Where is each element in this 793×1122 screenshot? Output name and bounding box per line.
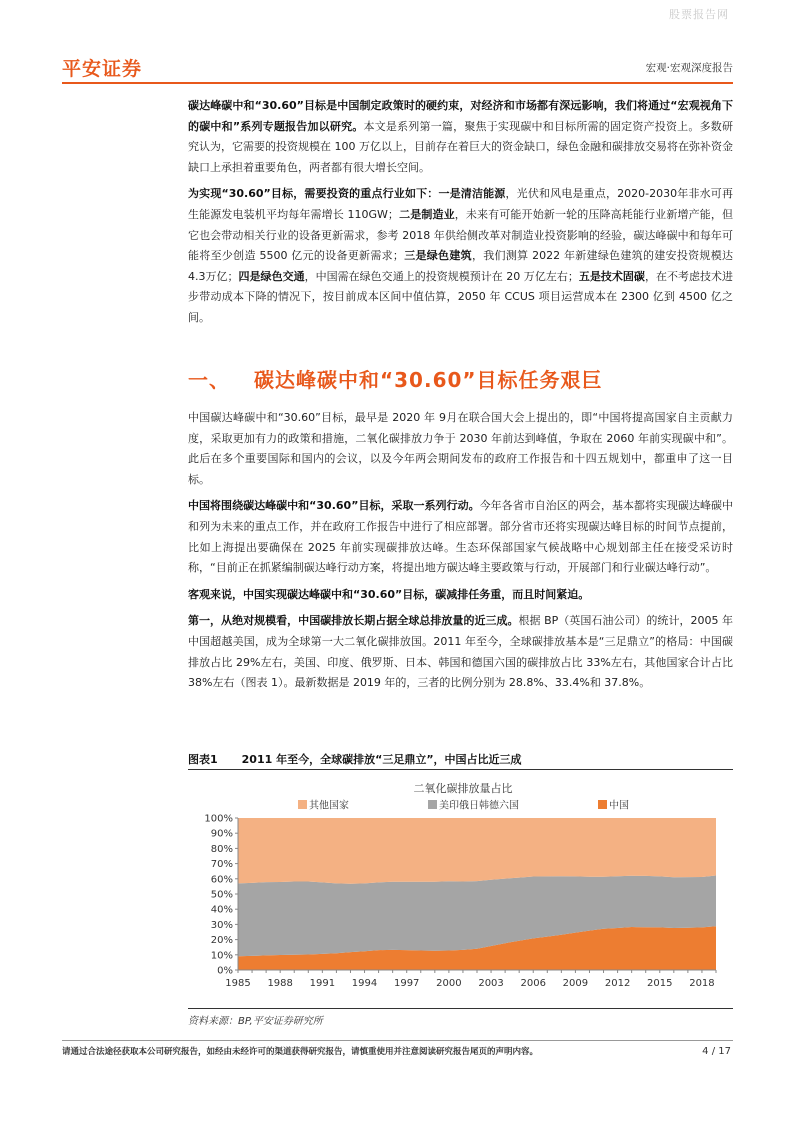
body-paragraph-2 <box>188 496 733 578</box>
x-tick-label: 2015 <box>647 978 673 989</box>
legend-swatch <box>598 800 607 809</box>
section-body <box>188 408 733 700</box>
summary-paragraph-2 <box>188 184 733 328</box>
chart-y-axis <box>204 814 238 977</box>
watermark: 股票报告网 <box>669 8 729 21</box>
page-number: 4 / 17 <box>702 1046 731 1057</box>
legend-item <box>428 799 519 812</box>
y-tick-label: 70% <box>210 859 233 871</box>
x-tick-label: 2003 <box>478 978 504 989</box>
area-series-2 <box>238 818 716 884</box>
chart-svg <box>188 774 733 1006</box>
body-paragraph-3 <box>188 585 733 606</box>
legend-swatch <box>428 800 437 809</box>
page-header <box>62 54 733 84</box>
summary-p2-bold-1: 为实现“30.60”目标，需要投资的重点行业如下：一是清洁能源 <box>188 187 506 201</box>
summary-p2-text-3: ，我们测算 2022 年新建绿色建筑的建安投资规模达 4.3万亿； <box>188 249 733 283</box>
summary-p1-text: 本文是系列第一篇，聚焦于实现碳中和目标所需的固定资产投资上。多数研究认为，它需要的投资规模在 100 万亿以上，目前存在着巨大的资金缺口，绿色金融和碳排放交易将在弥补资金缺口上承担着重要角色，两者都有很大增长空间。 <box>188 119 733 174</box>
summary-p1-bold: 碳达峰碳中和“30.60”目标是中国制定政策时的硬约束，对经济和市场都有深远影响，我们将通过“宏观视角下的碳中和”系列专题报告加以研究。 <box>188 99 733 133</box>
y-tick-label: 90% <box>210 828 233 840</box>
header-divider <box>62 82 733 84</box>
y-tick-label: 0% <box>217 965 233 977</box>
x-tick-label: 1988 <box>267 978 293 989</box>
y-tick-label: 100% <box>204 813 233 825</box>
legend-label: 其他国家 <box>309 800 349 812</box>
body-p2-text: 今年各省市自治区的两会，基本都将实现碳达峰碳中和列为未来的重点工作，并在政府工作报告中进行了相应部署。部分省市还将实现碳达峰目标的时间节点提前，比如上海提出要确保在 2025 年前实现碳排放达峰。生态环保部国家气候战略中心规划部主任在接受采访时称，“目前正在抓紧编制碳达峰行动方案，将提出地方碳达峰主要政策与行动，开展部门和行业碳达峰行动”。 <box>188 499 733 575</box>
legend-item <box>298 799 349 812</box>
footer-divider <box>62 1040 733 1041</box>
y-tick-label: 80% <box>210 843 233 855</box>
y-tick-label: 60% <box>210 874 233 886</box>
summary-p2-text-2: ，未来有可能开始新一轮的压降高耗能行业新增产能，但它也会带动相关行业的设备更新需求，参考 2018 年供给侧改革对制造业投资影响的经验，碳达峰碳中和每年可能将至少创造 5500 亿元的设备更新需求； <box>188 207 733 263</box>
brand-logo: 平安证券 <box>62 58 143 80</box>
footer-disclaimer: 请通过合法途径获取本公司研究报告，如经由未经许可的渠道获得研究报告，请慎重使用并注意阅读研究报告尾页的声明内容。 <box>62 1047 539 1057</box>
summary-paragraph-1 <box>188 96 733 178</box>
x-tick-label: 2006 <box>520 978 546 989</box>
x-tick-label: 2012 <box>604 978 631 989</box>
x-tick-label: 2009 <box>562 978 589 989</box>
legend-item <box>598 799 629 812</box>
figure-caption <box>188 748 733 770</box>
x-tick-label: 1994 <box>351 978 378 989</box>
body-paragraph-4 <box>188 611 733 693</box>
summary-p2-bold-4: 四是绿色交通 <box>238 269 305 283</box>
summary-p2-bold-2: 二是制造业 <box>398 207 455 221</box>
y-tick-label: 20% <box>210 935 233 947</box>
x-tick-label: 1985 <box>225 978 251 989</box>
summary-p2-text-1: ，光伏和风电是重点，2020-2030年非水可再生能源发电装机平均每年需增长 110GW； <box>188 187 733 221</box>
summary-p2-bold-3: 三是绿色建筑 <box>403 249 472 263</box>
x-tick-label: 1991 <box>309 978 336 989</box>
y-tick-label: 30% <box>210 919 233 931</box>
body-p4-bold: 第一，从绝对规模看，中国碳排放长期占据全球总排放量的近三成。 <box>188 614 519 628</box>
chart-x-axis <box>225 970 716 989</box>
figure-source: 资料来源：BP,平安证券研究所 <box>188 1008 733 1027</box>
body-p4-text: 根据 BP（英国石油公司）的统计，2005 年中国超越美国，成为全球第一大二氧化碳排放国。2011 年至今，全球碳排放基本是“三足鼎立”的格局：中国碳排放占比 29%左右，美国、印度、俄罗斯、日本、韩国和德国六国的碳排放占比 33%左右，其他国家合计占比 38%左右（图表 1）。最新数据是 2019 年的，三者的比例分别为 28.8%、33.4%和 37.8%。 <box>188 614 733 690</box>
figure-title: 2011 年至今，全球碳排放“三足鼎立”，中国占比近三成 <box>241 753 522 766</box>
section-heading <box>188 364 603 393</box>
body-p2-bold: 中国将围绕碳达峰碳中和“30.60”目标，采取一系列行动。 <box>188 499 480 513</box>
legend-label: 中国 <box>609 800 629 812</box>
y-tick-label: 40% <box>210 904 233 916</box>
section-number: 一、 <box>188 368 230 392</box>
summary-p2-text-5: ，在不考虑技术进步带动成本下降的情况下，按目前成本区间中值估算，2050 年 CCUS 项目运营成本在 2300 亿到 4500 亿之间。 <box>188 269 734 324</box>
body-p3-bold: 客观来说，中国实现碳达峰碳中和“30.60”目标，碳减排任务重，而且时间紧迫。 <box>188 587 590 601</box>
report-category: 宏观·宏观深度报告 <box>645 62 733 74</box>
y-tick-label: 10% <box>210 950 233 962</box>
x-tick-label: 1997 <box>393 978 420 989</box>
section-title-text: 碳达峰碳中和“30.60”目标任务艰巨 <box>254 368 603 392</box>
body-paragraph-1: 中国碳达峰碳中和“30.60”目标，最早是 2020 年 9月在联合国大会上提出的，即“中国将提高国家自主贡献力度，采取更加有力的政策和措施，二氧化碳排放力争于 2030 年前达到峰值，争取在 2060 年前实现碳中和”。此后在多个重要国际和国内的会议，以及今年两会期间发布的政府工作报告和十四五规划中，都重申了这一目标。 <box>188 411 733 486</box>
figure-number: 图表1 <box>188 753 218 766</box>
chart-plot-area <box>238 818 716 970</box>
y-tick-label: 50% <box>210 889 233 901</box>
summary-p2-bold-5: 五是技术固碳 <box>578 269 645 283</box>
summary-section <box>188 96 733 335</box>
legend-label: 美印俄日韩德六国 <box>439 800 519 812</box>
summary-p2-text-4: ，中国需在绿色交通上的投资规模预计在 20 万亿左右； <box>304 269 579 283</box>
chart-legend <box>298 799 629 812</box>
x-tick-label: 2018 <box>689 978 715 989</box>
x-tick-label: 2000 <box>436 978 462 989</box>
emission-share-chart <box>188 774 733 1006</box>
legend-swatch <box>298 800 307 809</box>
chart-title: 二氧化碳排放量占比 <box>413 782 513 795</box>
